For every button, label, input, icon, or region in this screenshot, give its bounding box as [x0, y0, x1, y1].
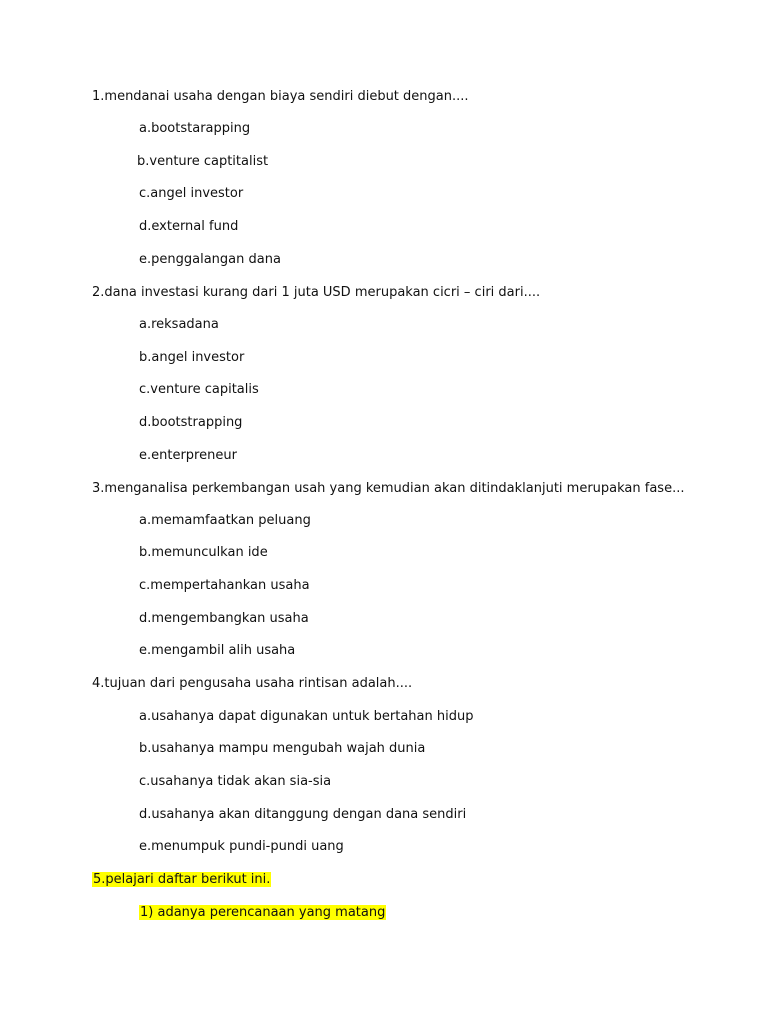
question-2-option-b: b.angel investor [139, 350, 245, 365]
question-2: 2.dana investasi kurang dari 1 juta USD merupakan cicri – ciri dari.... [92, 285, 541, 300]
question-1-option-a: a.bootstarapping [139, 121, 251, 136]
question-2-option-c: c.venture capitalis [139, 382, 259, 397]
question-1-option-e: e.penggalangan dana [139, 252, 281, 267]
question-3-option-c: c.mempertahankan usaha [139, 578, 310, 593]
question-5-item-1 [139, 903, 386, 923]
question-4-option-c: c.usahanya tidak akan sia-sia [139, 774, 332, 789]
question-4-option-a: a.usahanya dapat digunakan untuk bertahan hidup [139, 709, 474, 724]
question-4: 4.tujuan dari pengusaha usaha rintisan adalah.... [92, 676, 413, 691]
question-3-option-a: a.memamfaatkan peluang [139, 513, 311, 528]
question-3-option-b: b.memunculkan ide [139, 545, 268, 560]
question-1-option-d: d.external fund [139, 219, 239, 234]
question-4-option-d: d.usahanya akan ditanggung dengan dana sendiri [139, 807, 467, 822]
question-1: 1.mendanai usaha dengan biaya sendiri diebut dengan.... [92, 89, 469, 104]
question-1-option-b: b.venture captitalist [137, 154, 269, 169]
question-5-highlight: 5.pelajari daftar berikut ini. [93, 872, 271, 887]
question-3-option-d: d.mengembangkan usaha [139, 611, 309, 626]
question-2-option-d: d.bootstrapping [139, 415, 243, 430]
question-5-item-1-highlight: 1) adanya perencanaan yang matang [140, 905, 386, 920]
question-3-option-e: e.mengambil alih usaha [139, 643, 296, 658]
question-2-option-e: e.enterpreneur [139, 448, 237, 463]
question-1-option-c: c.angel investor [139, 186, 244, 201]
question-2-option-a: a.reksadana [139, 317, 219, 332]
question-3: 3.menganalisa perkembangan usah yang kemudian akan ditindaklanjuti merupakan fase... [92, 481, 685, 496]
question-4-option-e: e.menumpuk pundi-pundi uang [139, 839, 344, 854]
question-5 [92, 870, 271, 890]
question-4-option-b: b.usahanya mampu mengubah wajah dunia [139, 741, 426, 756]
